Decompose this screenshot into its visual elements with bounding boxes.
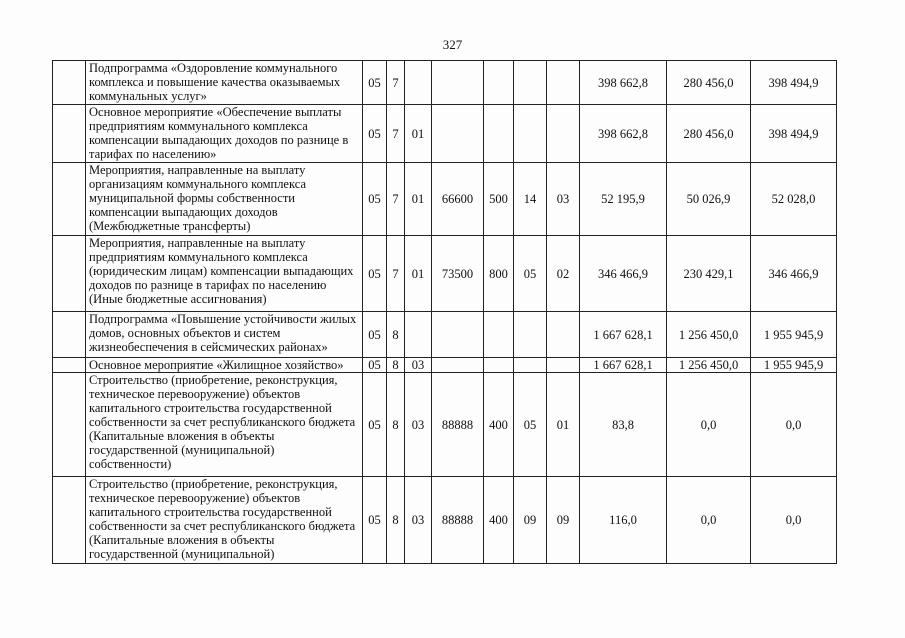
chapter-code: 05 [514,236,547,312]
expense-type-code [484,312,514,358]
subsection-code: 02 [547,236,580,312]
amount-year-1: 83,8 [580,373,667,477]
amount-year-2: 50 026,9 [667,163,751,236]
expense-type-code [484,105,514,163]
subprogram-code: 8 [387,358,405,373]
item-name: Мероприятия, направленные на выплату организациям коммунального комплекса муниципальной формы собственности компенсации выпадающих доходов (Межбюджетные трансферты) [86,163,363,236]
direction-code [432,61,484,105]
expense-type-code: 800 [484,236,514,312]
section-code: 05 [363,477,387,564]
direction-code [432,358,484,373]
amount-year-2: 0,0 [667,477,751,564]
direction-code: 88888 [432,477,484,564]
row-marker-cell [53,236,86,312]
amount-year-3: 1 955 945,9 [751,358,837,373]
table-row [53,358,837,373]
measure-code: 03 [405,373,432,477]
row-marker-cell [53,163,86,236]
amount-year-3: 1 955 945,9 [751,312,837,358]
budget-table [52,60,837,564]
item-name: Подпрограмма «Повышение устойчивости жилых домов, основных объектов и систем жизнеобеспечения в сейсмических районах» [86,312,363,358]
table-row [53,373,837,477]
section-code: 05 [363,105,387,163]
chapter-code: 09 [514,477,547,564]
amount-year-2: 1 256 450,0 [667,358,751,373]
item-name: Основное мероприятие «Жилищное хозяйство» [86,358,363,373]
subprogram-code: 8 [387,373,405,477]
subsection-code [547,105,580,163]
measure-code: 01 [405,105,432,163]
subprogram-code: 7 [387,163,405,236]
row-marker-cell [53,373,86,477]
measure-code: 01 [405,163,432,236]
section-code: 05 [363,163,387,236]
expense-type-code: 400 [484,373,514,477]
direction-code: 88888 [432,373,484,477]
section-code: 05 [363,312,387,358]
table-row [53,61,837,105]
page-number: 327 [442,37,463,52]
table-row [53,312,837,358]
amount-year-3: 398 494,9 [751,61,837,105]
measure-code [405,312,432,358]
row-marker-cell [53,477,86,564]
expense-type-code [484,61,514,105]
subprogram-code: 7 [387,236,405,312]
item-name: Строительство (приобретение, реконструкция, техническое перевооружение) объектов капитального строительства государственной собственности за счет республиканского бюджета (Капитальные вложения в объекты государственной (муниципальной) собственности) [86,373,363,477]
measure-code: 03 [405,477,432,564]
subsection-code: 03 [547,163,580,236]
amount-year-3: 0,0 [751,477,837,564]
subprogram-code: 8 [387,312,405,358]
direction-code [432,312,484,358]
amount-year-1: 116,0 [580,477,667,564]
table-row [53,236,837,312]
amount-year-2: 230 429,1 [667,236,751,312]
table-row [53,163,837,236]
measure-code [405,61,432,105]
amount-year-1: 398 662,8 [580,105,667,163]
row-marker-cell [53,61,86,105]
chapter-code [514,105,547,163]
subsection-code: 09 [547,477,580,564]
amount-year-3: 398 494,9 [751,105,837,163]
section-code: 05 [363,61,387,105]
section-code: 05 [363,358,387,373]
subprogram-code: 7 [387,105,405,163]
direction-code: 73500 [432,236,484,312]
amount-year-1: 1 667 628,1 [580,312,667,358]
amount-year-1: 1 667 628,1 [580,358,667,373]
subsection-code: 01 [547,373,580,477]
amount-year-1: 52 195,9 [580,163,667,236]
row-marker-cell [53,312,86,358]
expense-type-code: 400 [484,477,514,564]
item-name: Мероприятия, направленные на выплату предприятиям коммунального комплекса (юридическим лицам) компенсации выпадающих доходов по разнице в тарифах по населению (Иные бюджетные ассигнования) [86,236,363,312]
item-name: Строительство (приобретение, реконструкция, техническое перевооружение) объектов капитального строительства государственной собственности за счет республиканского бюджета (Капитальные вложения в объекты государственной (муниципальной) [86,477,363,564]
amount-year-2: 280 456,0 [667,105,751,163]
amount-year-2: 1 256 450,0 [667,312,751,358]
amount-year-2: 280 456,0 [667,61,751,105]
subsection-code [547,61,580,105]
subprogram-code: 7 [387,61,405,105]
direction-code [432,105,484,163]
subsection-code [547,312,580,358]
amount-year-2: 0,0 [667,373,751,477]
amount-year-3: 346 466,9 [751,236,837,312]
chapter-code [514,358,547,373]
subprogram-code: 8 [387,477,405,564]
amount-year-1: 398 662,8 [580,61,667,105]
row-marker-cell [53,358,86,373]
expense-type-code [484,358,514,373]
direction-code: 66600 [432,163,484,236]
row-marker-cell [53,105,86,163]
measure-code: 01 [405,236,432,312]
chapter-code: 05 [514,373,547,477]
table-row [53,105,837,163]
chapter-code [514,312,547,358]
chapter-code [514,61,547,105]
item-name: Основное мероприятие «Обеспечение выплаты предприятиям коммунального комплекса компенсации выпадающих доходов по разнице в тарифах по населению» [86,105,363,163]
amount-year-3: 52 028,0 [751,163,837,236]
expense-type-code: 500 [484,163,514,236]
chapter-code: 14 [514,163,547,236]
section-code: 05 [363,373,387,477]
measure-code: 03 [405,358,432,373]
section-code: 05 [363,236,387,312]
amount-year-3: 0,0 [751,373,837,477]
table-row [53,477,837,564]
amount-year-1: 346 466,9 [580,236,667,312]
subsection-code [547,358,580,373]
item-name: Подпрограмма «Оздоровление коммунального комплекса и повышение качества оказываемых коммунальных услуг» [86,61,363,105]
